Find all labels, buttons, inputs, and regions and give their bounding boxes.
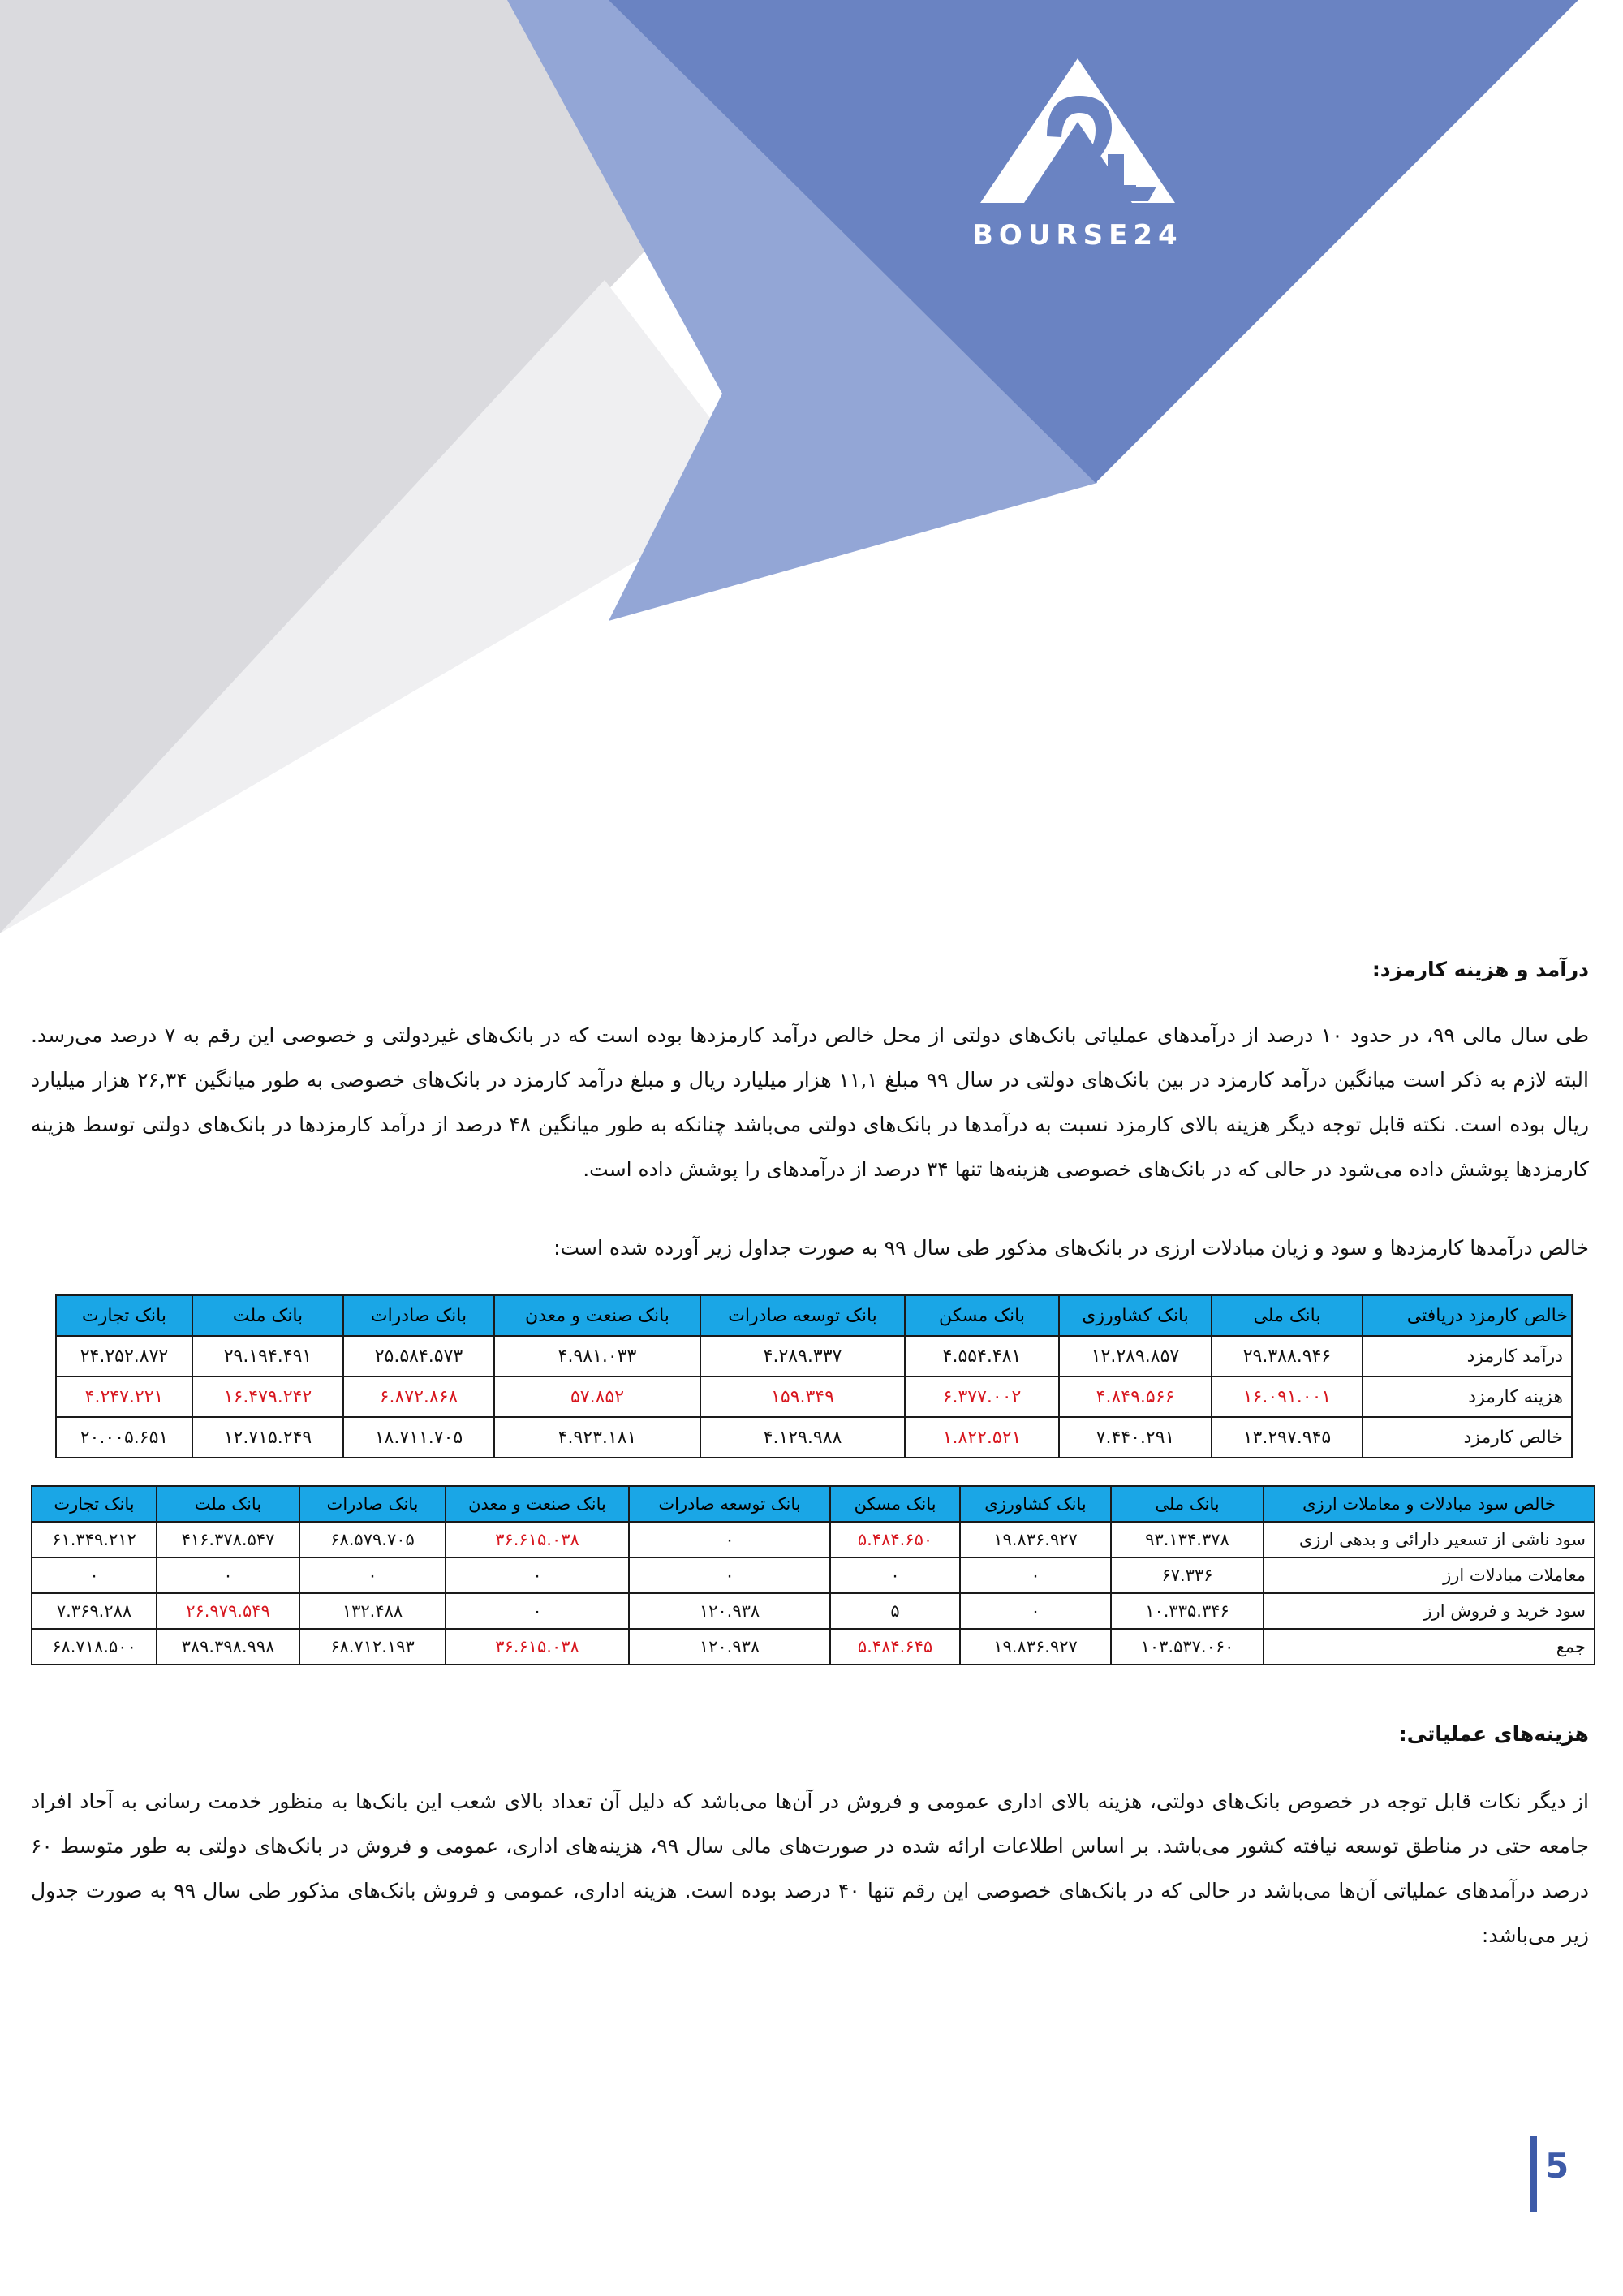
table-cell: ۵۷.۸۵۲ <box>494 1376 700 1417</box>
column-header: بانک صادرات <box>343 1295 494 1336</box>
table-cell: ۲۶.۹۷۹.۵۴۹ <box>157 1593 299 1629</box>
table-cell: ۴.۹۲۳.۱۸۱ <box>494 1417 700 1458</box>
row-label: درآمد کارمزد <box>1363 1336 1572 1376</box>
column-header: بانک صنعت و معدن <box>494 1295 700 1336</box>
table-cell: ۶.۳۷۷.۰۰۲ <box>905 1376 1059 1417</box>
table-cell: ۴.۵۵۴.۴۸۱ <box>905 1336 1059 1376</box>
table-cell: ۱۳۲.۴۸۸ <box>299 1593 446 1629</box>
table-cell: ۱۹.۸۳۶.۹۲۷ <box>960 1522 1111 1557</box>
table-cell: ۳۶.۶۱۵.۰۳۸ <box>446 1629 629 1665</box>
logo-text: BOURSE24 <box>972 219 1183 252</box>
table-cell: ۲۹.۳۸۸.۹۴۶ <box>1212 1336 1363 1376</box>
table-header-row <box>56 1295 1572 1336</box>
table-cell: ۶۸.۵۷۹.۷۰۵ <box>299 1522 446 1557</box>
column-header: بانک صادرات <box>299 1486 446 1522</box>
row-label: معاملات مبادلات ارز <box>1264 1557 1595 1593</box>
header-decoration <box>0 0 1623 933</box>
table-cell: ۱۹.۸۳۶.۹۲۷ <box>960 1629 1111 1665</box>
column-header: بانک توسعه صادرات <box>700 1295 905 1336</box>
table-cell: ۱۲۰.۹۳۸ <box>629 1629 830 1665</box>
column-header: بانک مسکن <box>905 1295 1059 1336</box>
table-cell: ۴.۸۴۹.۵۶۶ <box>1059 1376 1212 1417</box>
table-cell: ۲۴.۲۵۲.۸۷۲ <box>56 1336 192 1376</box>
table-cell: ۰ <box>629 1557 830 1593</box>
table-cell: ۲۵.۵۸۴.۵۷۳ <box>343 1336 494 1376</box>
table-cell: ۲۹.۱۹۴.۴۹۱ <box>192 1336 343 1376</box>
table-row <box>56 1336 1572 1376</box>
table-cell: ۰ <box>446 1593 629 1629</box>
table-cell: ۶۱.۳۴۹.۲۱۲ <box>32 1522 157 1557</box>
table-cell: ۶۷.۳۳۶ <box>1111 1557 1264 1593</box>
row-label: سود ناشی از تسعیر دارائی و بدهی ارزی <box>1264 1522 1595 1557</box>
column-header: بانک تجارت <box>32 1486 157 1522</box>
row-label: خالص کارمزد <box>1363 1417 1572 1458</box>
table-cell: ۱۲.۷۱۵.۲۴۹ <box>192 1417 343 1458</box>
row-label: هزینه کارمزد <box>1363 1376 1572 1417</box>
table-cell: ۱۲۰.۹۳۸ <box>629 1593 830 1629</box>
table-row <box>56 1376 1572 1417</box>
table-row <box>32 1557 1595 1593</box>
table-row <box>56 1417 1572 1458</box>
table-cell: ۵.۴۸۴.۶۵۰ <box>830 1522 960 1557</box>
table-cell: ۰ <box>960 1593 1111 1629</box>
table-header-row <box>32 1486 1595 1522</box>
table-row <box>32 1522 1595 1557</box>
column-header: بانک مسکن <box>830 1486 960 1522</box>
table-cell: ۶۸.۷۱۲.۱۹۳ <box>299 1629 446 1665</box>
table-cell: ۱.۸۲۲.۵۲۱ <box>905 1417 1059 1458</box>
column-header: بانک کشاورزی <box>960 1486 1111 1522</box>
table-cell: ۰ <box>299 1557 446 1593</box>
column-header: بانک تجارت <box>56 1295 192 1336</box>
table-cell: ۱۲.۲۸۹.۸۵۷ <box>1059 1336 1212 1376</box>
table-cell: ۰ <box>629 1522 830 1557</box>
table-cell: ۳۸۹.۳۹۸.۹۹۸ <box>157 1629 299 1665</box>
table-cell: ۵.۴۸۴.۶۴۵ <box>830 1629 960 1665</box>
column-header: خالص سود مبادلات و معاملات ارزی <box>1264 1486 1595 1522</box>
table-cell: ۰ <box>446 1557 629 1593</box>
column-header: بانک توسعه صادرات <box>629 1486 830 1522</box>
table-cell: ۹۳.۱۳۴.۳۷۸ <box>1111 1522 1264 1557</box>
opex-paragraph: از دیگر نکات قابل توجه در خصوص بانک‌های دولتی، هزینه بالای اداری عمومی و فروش در آن‌ها می‌باشد که دلیل آن تعداد بالای شعب این بانک‌ها به منظور خدمت رسانی به آحاد افراد جامعه حتی در مناطق توسعه نیافته کشور می‌باشد. بر اساس اطلاعات ارائه شده در صورت‌های مالی سال ۹۹، هزینه‌های اداری، عمومی و فروش در بانک‌های دولتی به طور متوسط ۶۰ درصد درآمدهای عملیاتی آن‌ها می‌باشد در حالی که در بانک‌های خصوصی این رقم تنها ۴۰ درصد بوده است. هزینه اداری، عمومی و فروش بانک‌های مذکور طی سال ۹۹ به صورت جدول زیر می‌باشد: <box>31 1790 1589 1947</box>
fee-tables-intro: خالص درآمدها کارمزدها و سود و زیان مبادلات ارزی در بانک‌های مذکور طی سال ۹۹ به صورت جداول زیر آورده شده است: <box>553 1236 1589 1260</box>
table-cell: ۱۰۳.۵۳۷.۰۶۰ <box>1111 1629 1264 1665</box>
table-cell: ۶۸.۷۱۸.۵۰۰ <box>32 1629 157 1665</box>
table-cell: ۶.۸۷۲.۸۶۸ <box>343 1376 494 1417</box>
fx-exchange-table <box>31 1485 1595 1665</box>
table-cell: ۴۱۶.۳۷۸.۵۴۷ <box>157 1522 299 1557</box>
table-cell: ۵ <box>830 1593 960 1629</box>
table-cell: ۴.۲۴۷.۲۲۱ <box>56 1376 192 1417</box>
table-row <box>32 1593 1595 1629</box>
table-cell: ۱۵۹.۳۴۹ <box>700 1376 905 1417</box>
table-cell: ۴.۲۸۹.۳۳۷ <box>700 1336 905 1376</box>
table-cell: ۱۸.۷۱۱.۷۰۵ <box>343 1417 494 1458</box>
table-cell: ۱۳.۲۹۷.۹۴۵ <box>1212 1417 1363 1458</box>
table-cell: ۱۰.۳۳۵.۳۴۶ <box>1111 1593 1264 1629</box>
table-cell: ۴.۱۲۹.۹۸۸ <box>700 1417 905 1458</box>
fee-income-table <box>55 1294 1573 1458</box>
table-cell: ۰ <box>157 1557 299 1593</box>
table-row <box>32 1629 1595 1665</box>
table-cell: ۷.۳۶۹.۲۸۸ <box>32 1593 157 1629</box>
table-cell: ۴.۹۸۱.۰۳۳ <box>494 1336 700 1376</box>
table-cell: ۱۶.۴۷۹.۲۴۲ <box>192 1376 343 1417</box>
column-header: بانک ملی <box>1111 1486 1264 1522</box>
row-label: سود خرید و فروش ارز <box>1264 1593 1595 1629</box>
column-header: بانک صنعت و معدن <box>446 1486 629 1522</box>
column-header: بانک ملت <box>192 1295 343 1336</box>
fee-paragraph: طی سال مالی ۹۹، در حدود ۱۰ درصد از درآمدهای عملیاتی بانک‌های دولتی از محل خالص درآمد کارمزدها بوده است که در بانک‌های غیردولتی و خصوصی این رقم به ۷ درصد می‌رسد. البته لازم به ذکر است میانگین درآمد کارمزد در بین بانک‌های دولتی در سال ۹۹ مبلغ ۱۱,۱ هزار میلیارد ریال و مبلغ درآمد کارمزد در بانک‌های خصوصی به طور میانگین ۲۶,۳۴ هزار میلیارد ریال بوده است. نکته قابل توجه دیگر هزینه بالای کارمزد نسبت به درآمدها در بانک‌های دولتی می‌باشد چنانکه به طور میانگین ۴۸ درصد از درآمد کارمزدها در بانک‌های دولتی توسط هزینه کارمزدها پوشش داده می‌شود در حالی که در بانک‌های خصوصی هزینه‌ها تنها ۳۴ درصد از درآمدهای را پوشش داده است. <box>31 1023 1590 1181</box>
column-header: بانک کشاورزی <box>1059 1295 1212 1336</box>
column-header: بانک ملی <box>1212 1295 1363 1336</box>
table-cell: ۰ <box>960 1557 1111 1593</box>
column-header: بانک ملت <box>157 1486 299 1522</box>
table-cell: ۰ <box>830 1557 960 1593</box>
fee-section-title: درآمد و هزینه کارمزد: <box>1371 958 1589 981</box>
table-cell: ۱۶.۰۹۱.۰۰۱ <box>1212 1376 1363 1417</box>
table-cell: ۷.۴۴۰.۲۹۱ <box>1059 1417 1212 1458</box>
table-cell: ۰ <box>32 1557 157 1593</box>
table-cell: ۲۰.۰۰۵.۶۵۱ <box>56 1417 192 1458</box>
page-number: 5 <box>1545 2146 1569 2186</box>
table-cell: ۳۶.۶۱۵.۰۳۸ <box>446 1522 629 1557</box>
page-number-bar <box>1530 2136 1537 2212</box>
opex-section-title: هزینه‌های عملیاتی: <box>1398 1722 1589 1746</box>
column-header: خالص کارمزد دریافتی <box>1363 1295 1572 1336</box>
row-label: جمع <box>1264 1629 1595 1665</box>
